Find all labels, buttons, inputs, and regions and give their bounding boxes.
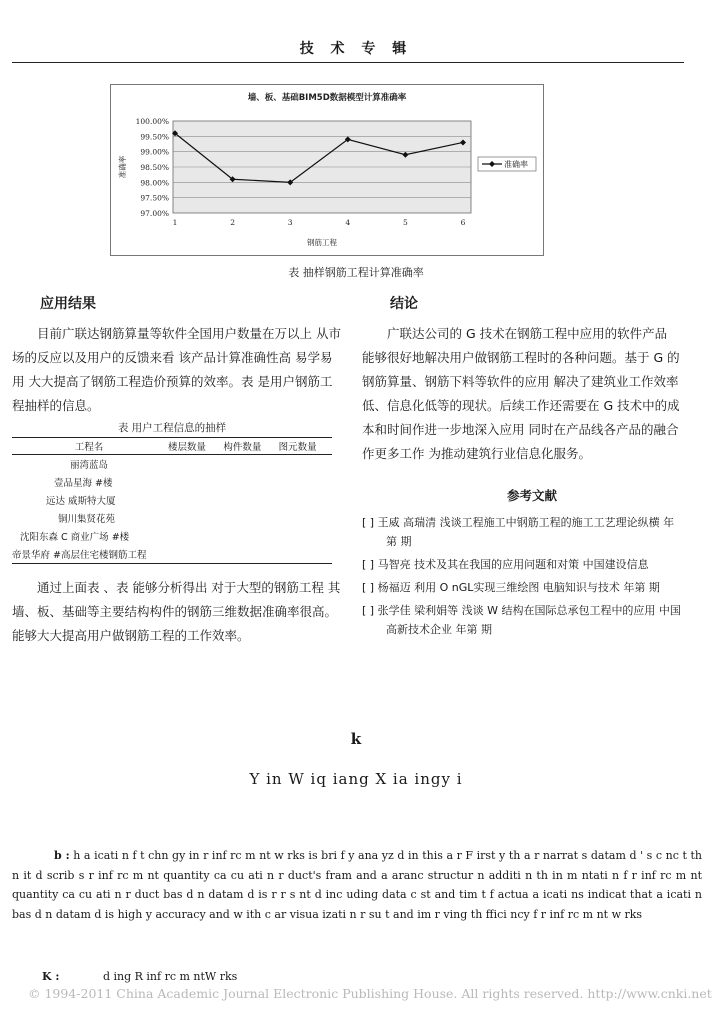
y-axis-label: 准确率 bbox=[118, 155, 127, 179]
col-header-components: 构件数量 bbox=[221, 438, 276, 455]
english-authors: Y in W iq iang X ia ingy i bbox=[249, 770, 463, 788]
col-header-elements: 图元数量 bbox=[277, 438, 332, 455]
y-tick-label: 98.00% bbox=[140, 178, 169, 188]
x-tick-label: 5 bbox=[403, 218, 408, 227]
x-axis-label: 钢筋工程 bbox=[307, 238, 337, 247]
table-cell: 沈阳东森 C 商业广场 #楼 bbox=[20, 532, 130, 543]
table-cell: 帝景华府 #高层住宅楼钢筋工程 bbox=[12, 545, 221, 564]
y-tick-label: 97.50% bbox=[140, 193, 169, 203]
abstract-text: h a icati n f t chn gy in r inf rc m nt w rks is bri f y ana yz d in this a r F irst y th a r narrat s datam d ' s c nc t th n it d scrib s r inf rc m nt quantity ca cu ati n r duct's fram and a aranc structur n additi n th in m ntati n f r inf rc m nt quantity ca cu ati n r duct bas d n datam d is r r s nt d inc uding data c st and tim t f actua a icati ns indicat that a icati n bas d n datam d is high y accuracy and w ith c ar visua izati n r su t and im r ving th ffici ncy f r inf rc m nt w rks bbox=[12, 849, 702, 921]
reference-item: [ ] 王威 高瑞清 浅谈工程施工中钢筋工程的施工工艺理论纵横 年第 期 bbox=[362, 516, 675, 548]
y-tick-label: 97.00% bbox=[140, 209, 169, 218]
col-header-floors: 楼层数量 bbox=[166, 438, 221, 455]
figure-caption: 表 抽样钢筋工程计算准确率 bbox=[288, 266, 424, 279]
copyright-watermark: © 1994-2011 China Academic Journal Electronic Publishing House. All rights reserved. http://www.cnki.net bbox=[28, 986, 712, 1001]
y-tick-label: 100.00% bbox=[135, 117, 169, 126]
x-tick-label: 6 bbox=[460, 218, 466, 227]
reference-item: [ ] 马智亮 技术及其在我国的应用问题和对策 中国建设信息 bbox=[362, 558, 649, 571]
references-heading: 参考文献 bbox=[506, 488, 557, 503]
section-heading-results: 应用结果 bbox=[40, 296, 96, 312]
results-paragraph: 目前广联达钢筋算量等软件全国用户数量在万以上 从市场的反应以及用户的反馈来看 该产品计算准确性高 易学易用 大大提高了钢筋工程造价预算的效率。表 是用户钢筋工程抽样的信息。 bbox=[12, 326, 341, 413]
conclusion-paragraph: 广联达公司的 G 技术在钢筋工程中应用的软件产品 能够很好地解决用户做钢筋工程时的各种问题。基于 G 的钢筋算量、钢筋下料等软件的应用 解决了建筑业工作效率低、信息化低等的现状。后续工作还需要在 G 技术中的成本和时间作进一步地深入应用 同时在产品线各产品的融合作更多工作 为推动建筑行业信息化服务。 bbox=[362, 326, 680, 461]
table-cell: 远达 威斯特大厦 bbox=[46, 496, 116, 507]
reference-item: [ ] 杨福迈 利用 O nGL实现三维绘图 电脑知识与技术 年第 期 bbox=[362, 581, 660, 594]
table-cell: 丽湾蓝岛 bbox=[70, 460, 109, 471]
legend-label: 准确率 bbox=[504, 160, 528, 169]
table-header-row bbox=[12, 438, 332, 455]
accuracy-chart bbox=[110, 84, 544, 256]
table-row bbox=[12, 509, 332, 527]
y-tick-label: 99.00% bbox=[140, 147, 169, 157]
analysis-paragraph: 通过上面表 、表 能够分析得出 对于大型的钢筋工程 其墙、板、基础等主要结构构件的钢筋三维数据准确率很高。能够大大提高用户做钢筋工程的工作效率。 bbox=[12, 580, 341, 643]
table-cell: 壹品星海 #楼 bbox=[54, 478, 113, 489]
table-cell: 铜川集贤花苑 bbox=[58, 514, 116, 525]
running-header: 技 术 专 辑 bbox=[299, 41, 413, 57]
table-row bbox=[12, 455, 332, 474]
english-abstract bbox=[12, 846, 702, 924]
table-row bbox=[12, 545, 332, 564]
section-heading-conclusion: 结论 bbox=[390, 296, 418, 312]
x-tick-label: 2 bbox=[230, 218, 235, 227]
table-row bbox=[12, 527, 332, 545]
reference-item: [ ] 张学佳 梁利娟等 浅谈 W 结构在国际总承包工程中的应用 中国高新技术企业 年第 期 bbox=[362, 604, 681, 636]
reference-list bbox=[362, 513, 682, 643]
abstract-label: b : bbox=[54, 849, 70, 862]
table-caption: 表 用户工程信息的抽样 bbox=[117, 422, 227, 434]
x-tick-label: 3 bbox=[287, 218, 293, 227]
col-header-project: 工程名 bbox=[12, 438, 166, 455]
accuracy-chart-svg bbox=[111, 85, 543, 255]
y-tick-label: 99.50% bbox=[140, 132, 169, 142]
english-title: k bbox=[350, 730, 362, 748]
keywords-text: d ing R inf rc m ntW rks bbox=[102, 970, 238, 983]
x-tick-label: 1 bbox=[172, 218, 178, 227]
header-rule bbox=[12, 62, 684, 63]
chart-title: 墙、板、基础BIM5D数据模型计算准确率 bbox=[247, 93, 407, 103]
keywords-label: K : bbox=[42, 970, 60, 983]
x-tick-label: 4 bbox=[345, 218, 351, 227]
y-tick-label: 98.50% bbox=[140, 163, 169, 172]
english-keywords bbox=[12, 970, 702, 983]
